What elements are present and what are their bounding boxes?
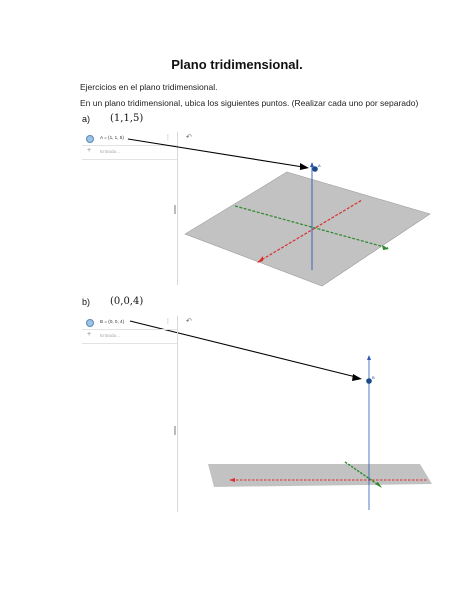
input-placeholder[interactable]: Entrada... xyxy=(100,149,120,154)
point-a-label: A xyxy=(318,163,321,168)
plus-icon[interactable]: + xyxy=(87,147,92,154)
document-title: Plano tridimensional. xyxy=(171,57,303,72)
kebab-menu-icon[interactable]: ⋮ xyxy=(165,319,171,325)
point-a-marker[interactable] xyxy=(312,166,318,172)
instructions-paragraph: En un plano tridimensional, ubica los siguientes puntos. (Realizar cada uno por separado) xyxy=(80,98,419,108)
exercise-a-letter: a) xyxy=(82,114,91,124)
algebra-expression[interactable]: A = (1, 1, 5) xyxy=(100,135,124,140)
xy-plane xyxy=(185,172,430,286)
exercise-b-coordinates: (0,0,4) xyxy=(110,296,144,307)
point-dot-icon[interactable] xyxy=(86,319,94,327)
undo-icon[interactable]: ↶ xyxy=(186,134,192,141)
exercise-b-letter: b) xyxy=(82,297,91,307)
annotation-arrow-a xyxy=(128,139,309,170)
algebra-input-row-b[interactable] xyxy=(82,330,177,344)
kebab-menu-icon[interactable]: ⋮ xyxy=(165,135,171,141)
point-b-label: B xyxy=(372,375,375,380)
algebra-scrollbar-b[interactable] xyxy=(174,426,176,435)
intro-paragraph: Ejercicios en el plano tridimensional. xyxy=(80,82,218,92)
algebra-expression-b[interactable]: B = (0, 0, 4) xyxy=(100,319,125,324)
input-placeholder-b[interactable]: Entrada... xyxy=(100,333,120,338)
plus-icon[interactable]: + xyxy=(87,331,92,338)
algebra-view-b xyxy=(82,316,178,512)
undo-icon[interactable]: ↶ xyxy=(186,318,192,325)
exercise-a-coordinates: (1,1,5) xyxy=(110,113,144,124)
geogebra-panel-b xyxy=(82,316,432,512)
algebra-row-point-b[interactable] xyxy=(82,316,177,330)
